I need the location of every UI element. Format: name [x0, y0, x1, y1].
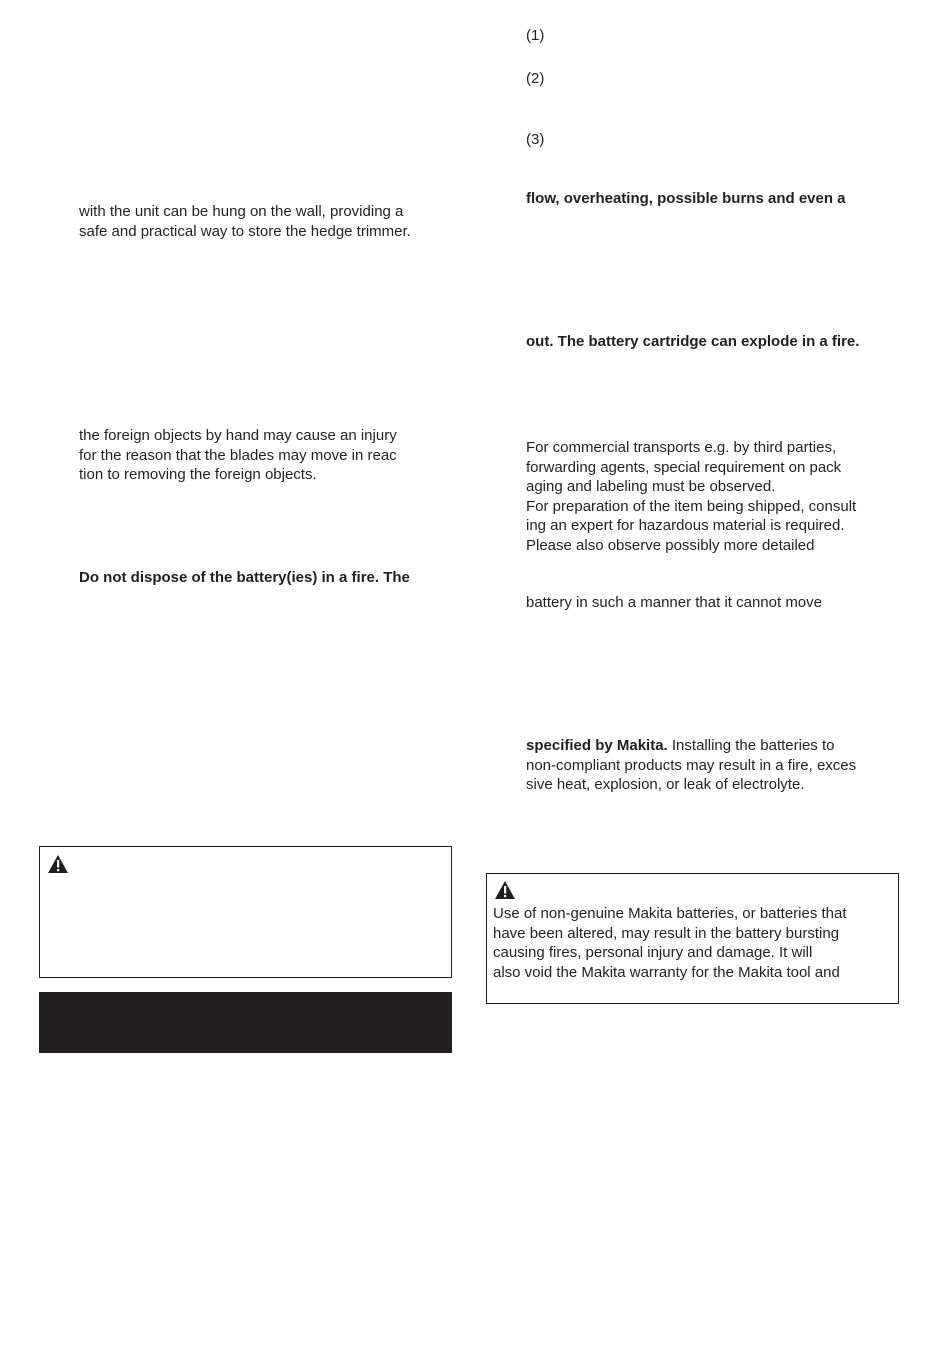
section-heading-band — [39, 992, 452, 1053]
transport-line: Please also observe possibly more detailed — [526, 536, 815, 554]
storage-line: with the unit can be hung on the wall, providing a — [79, 203, 404, 220]
overheating-warning — [526, 189, 846, 209]
foreign-objects-line: the foreign objects by hand may cause an injury — [79, 427, 397, 444]
dispose-line: Do not dispose of the battery(ies) in a fire. The — [79, 569, 410, 586]
caution-text — [493, 904, 847, 982]
right-caution-box — [486, 873, 899, 1004]
transport-line: aging and labeling must be observed. — [526, 478, 776, 496]
list-marker-3: (3) — [526, 131, 545, 148]
transport-line: forwarding agents, special requirement on pack — [526, 458, 842, 476]
foreign-objects-line: for the reason that the blades may move in reac — [79, 446, 397, 464]
warning-triangle-icon — [47, 854, 69, 874]
dispose-warning — [79, 568, 410, 588]
list-marker-1: (1) — [526, 27, 545, 44]
overheating-line: flow, overheating, possible burns and even a — [526, 190, 846, 207]
transport-line: For commercial transports e.g. by third parties, — [526, 439, 837, 456]
caution-line: causing fires, personal injury and damage. It will — [493, 944, 813, 962]
cannot-move-paragraph — [526, 593, 822, 613]
caution-line: also void the Makita warranty for the Makita tool and — [493, 963, 840, 981]
specified-bold: specified by Makita. — [526, 737, 668, 754]
warning-triangle-icon — [494, 880, 516, 900]
caution-line: Use of non-genuine Makita batteries, or batteries that — [493, 905, 847, 922]
transport-paragraph — [526, 438, 856, 556]
explode-line: out. The battery cartridge can explode in a fire. — [526, 333, 860, 350]
cannot-move-line: battery in such a manner that it cannot move — [526, 594, 822, 611]
specified-line: sive heat, explosion, or leak of electrolyte. — [526, 776, 805, 794]
transport-line: ing an expert for hazardous material is required. — [526, 517, 845, 535]
specified-paragraph — [526, 736, 856, 795]
specified-first-line — [526, 736, 856, 756]
storage-paragraph — [79, 202, 411, 241]
transport-line: For preparation of the item being shipped, consult — [526, 497, 857, 515]
caution-line: have been altered, may result in the battery bursting — [493, 924, 840, 942]
list-marker-2: (2) — [526, 70, 545, 87]
specified-line: non-compliant products may result in a fire, exces — [526, 756, 857, 774]
storage-line: safe and practical way to store the hedge trimmer. — [79, 222, 411, 240]
foreign-objects-line: tion to removing the foreign objects. — [79, 466, 317, 484]
explode-warning — [526, 332, 859, 352]
left-warning-box — [39, 846, 452, 978]
specified-rest: Installing the batteries to — [667, 737, 835, 754]
foreign-objects-paragraph — [79, 426, 397, 485]
